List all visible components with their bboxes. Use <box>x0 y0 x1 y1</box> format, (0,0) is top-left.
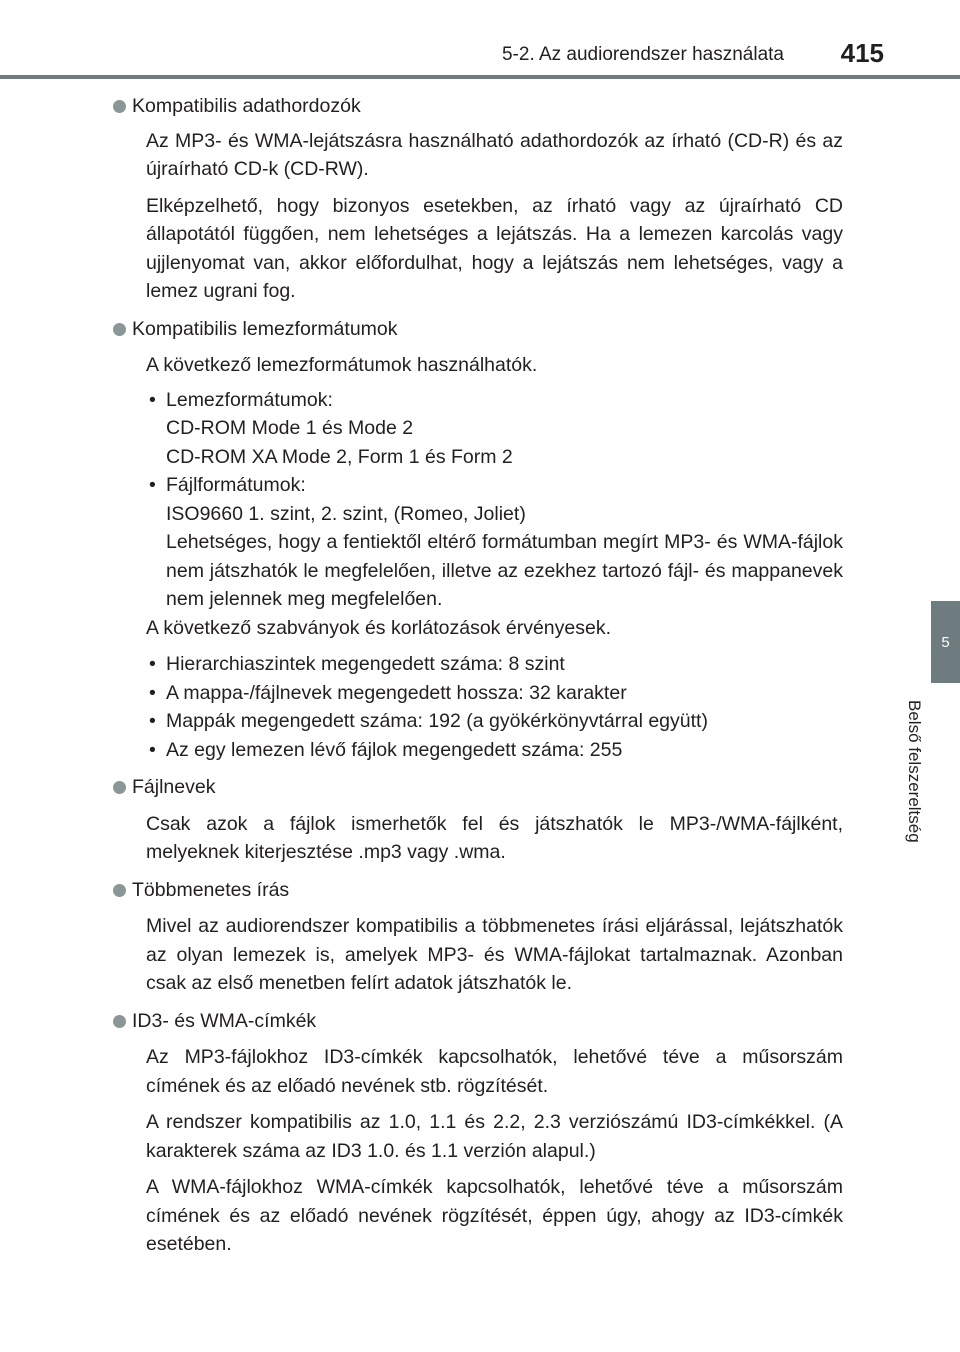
paragraph: Csak azok a fájlok ismerhetők fel és játszhatók le MP3-/WMA-fájlként, melyeknek kiterjesztése .mp3 vagy .wma. <box>146 812 843 863</box>
list-item: • A mappa-/fájlnevek megengedett hossza: 32 karakter <box>146 679 843 708</box>
list-item: • Az egy lemezen lévő fájlok megengedett száma: 255 <box>146 736 843 765</box>
bullet-dot-icon <box>113 781 126 794</box>
section-id3-wma-tags <box>113 1007 843 1259</box>
section-title: 5-2. Az audiorendszer használata <box>501 44 784 65</box>
chapter-label: Belső felszereltség <box>905 700 924 843</box>
section-heading: Kompatibilis adathordozók <box>113 92 843 121</box>
page-content <box>113 88 843 1259</box>
chapter-tab <box>931 601 960 683</box>
page-number: 415 <box>840 38 884 68</box>
section-file-names <box>113 773 843 867</box>
list-item: • Fájlformátumok: ISO9660 1. szint, 2. szint, (Romeo, Joliet) Lehetséges, hogy a fentiektől eltérő formátumban megírt MP3- és WMA-fájlok nem játszhatók le megfelelően, illetve az ezekhez tartozó fájl- és mappanevek nem jelennek meg megfelelően. <box>146 471 843 614</box>
list-item: • Mappák megengedett száma: 192 (a gyökérkönyvtárral együtt) <box>146 707 843 736</box>
section-heading: Fájlnevek <box>113 773 843 802</box>
list-item: • Hierarchiaszintek megengedett száma: 8 szint <box>146 650 843 679</box>
limits-list <box>146 650 843 764</box>
paragraph: A következő lemezformátumok használhatók. <box>146 354 538 376</box>
section-compatible-formats <box>113 315 843 765</box>
paragraph: A rendszer kompatibilis az 1.0, 1.1 és 2.2, 2.3 verziószámú ID3-címkékkel. (A karakterek száma az ID3 1.0. és 1.1 verzión alapul.) <box>146 1111 843 1162</box>
format-list <box>146 386 843 614</box>
chapter-number: 5 <box>941 633 950 651</box>
paragraph: Elképzelhető, hogy bizonyos esetekben, az írható vagy az újraírható CD állapotától függően, nem lehetséges a lejátszás. Ha a lemezen karcolás vagy ujjlenyomat van, akkor előfordulhat, hogy a lejátszás nem lehetséges, vagy a lemez ugrani fog. <box>146 194 843 302</box>
section-compatible-media <box>113 92 843 306</box>
section-heading: Többmenetes írás <box>113 876 843 905</box>
paragraph: Az MP3- és WMA-lejátszásra használható adathordozók az írható (CD-R) és az újraírható CD-k (CD-RW). <box>146 129 843 180</box>
bullet-dot-icon <box>113 1015 126 1028</box>
section-multisession <box>113 876 843 998</box>
bullet-dot-icon <box>113 884 126 897</box>
paragraph: A következő szabványok és korlátozások érvényesek. <box>146 616 611 639</box>
list-item: • Lemezformátumok: CD-ROM Mode 1 és Mode 2 CD-ROM XA Mode 2, Form 1 és Form 2 <box>146 386 843 472</box>
paragraph: Mivel az audiorendszer kompatibilis a többmenetes írási eljárással, lejátszhatók az olyan lemezek is, amelyek MP3- és WMA-fájlokat tartalmaznak. Azonban csak az első menetben felírt adatok játszhatók le. <box>146 915 843 994</box>
section-heading: ID3- és WMA-címkék <box>113 1007 843 1036</box>
bullet-dot-icon <box>113 100 126 113</box>
header-divider <box>0 75 960 79</box>
bullet-dot-icon <box>113 323 126 336</box>
paragraph: A WMA-fájlokhoz WMA-címkék kapcsolhatók, lehetővé téve a műsorszám címének és az előadó nevének rögzítését, éppen úgy, ahogy az ID3-címkék esetében. <box>146 1176 843 1255</box>
section-heading: Kompatibilis lemezformátumok <box>113 315 843 344</box>
paragraph: Az MP3-fájlokhoz ID3-címkék kapcsolhatók, lehetővé téve a műsorszám címének és az előadó nevének stb. rögzítését. <box>146 1046 843 1097</box>
